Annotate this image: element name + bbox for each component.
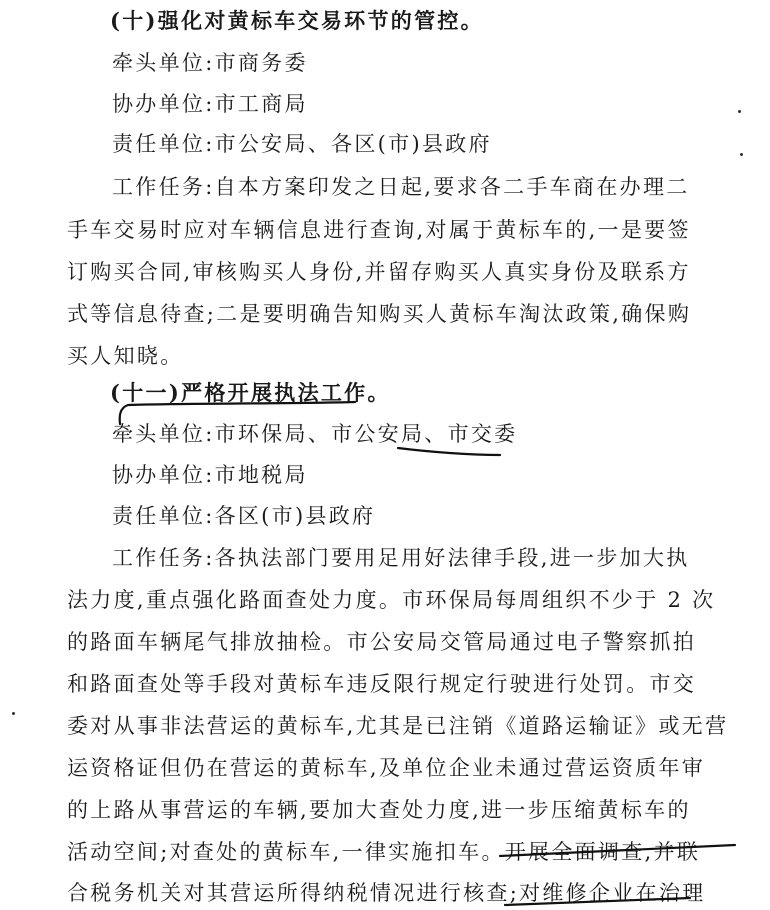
section-11-responsible-unit: 责任单位:各区(市)县政府	[112, 504, 376, 528]
scan-speck	[12, 712, 15, 715]
section-10-task-line: 手车交易时应对车辆信息进行查询,对属于黄标车的,一是要签	[67, 218, 691, 242]
scan-speck	[738, 110, 741, 113]
scan-speck	[740, 153, 743, 156]
section-10-lead-unit: 牵头单位:市商务委	[112, 51, 308, 75]
section-10-assist-unit: 协办单位:市工商局	[112, 92, 308, 116]
section-11-task-line: 活动空间;对查处的黄标车,一律实施扣车。开展全面调查,并联	[67, 840, 701, 864]
section-11-task-line: 委对从事非法营运的黄标车,尤其是已注销《道路运输证》或无营	[67, 714, 729, 738]
section-11-assist-unit: 协办单位:市地税局	[112, 463, 308, 487]
section-10-task-line: 买人知晓。	[67, 344, 184, 368]
section-11-task-line: 合税务机关对其营运所得纳税情况进行核查;对维修企业在治理	[67, 881, 706, 905]
section-11-task-line: 和路面查处等手段对黄标车违反限行规定行驶进行处罚。市交	[67, 672, 697, 696]
section-11-task-line: 工作任务:各执法部门要用足用好法律手段,进一步加大执	[112, 546, 690, 570]
section-10-responsible-unit: 责任单位:市公安局、各区(市)县政府	[112, 132, 492, 156]
section-10-task-line: 订购买合同,审核购买人身份,并留存购买人真实身份及联系方	[67, 260, 691, 284]
section-11-lead-unit: 牵头单位:市环保局、市公安局、市交委	[112, 422, 518, 446]
section-10-heading: (十)强化对黄标车交易环节的管控。	[110, 8, 484, 33]
section-10-task-line: 工作任务:自本方案印发之日起,要求各二手车商在办理二	[112, 175, 690, 199]
section-11-task-line: 的上路从事营运的车辆,要加大查处力度,进一步压缩黄标车的	[67, 798, 691, 822]
section-11-task-line: 法力度,重点强化路面查处力度。市环保局每周组织不少于 2 次	[67, 588, 716, 612]
section-10-task-line: 式等信息待查;二是要明确告知购买人黄标车淘汰政策,确保购	[67, 302, 692, 326]
section-11-task-line: 运资格证但仍在营运的黄标车,及单位企业未通过营运资质年审	[67, 756, 706, 780]
pen-underline-stroke	[398, 448, 500, 455]
section-11-heading: (十一)严格开展执法工作。	[110, 380, 391, 405]
section-11-task-line: 的路面车辆尾气排放抽检。市公安局交管局通过电子警察抓拍	[67, 630, 697, 654]
